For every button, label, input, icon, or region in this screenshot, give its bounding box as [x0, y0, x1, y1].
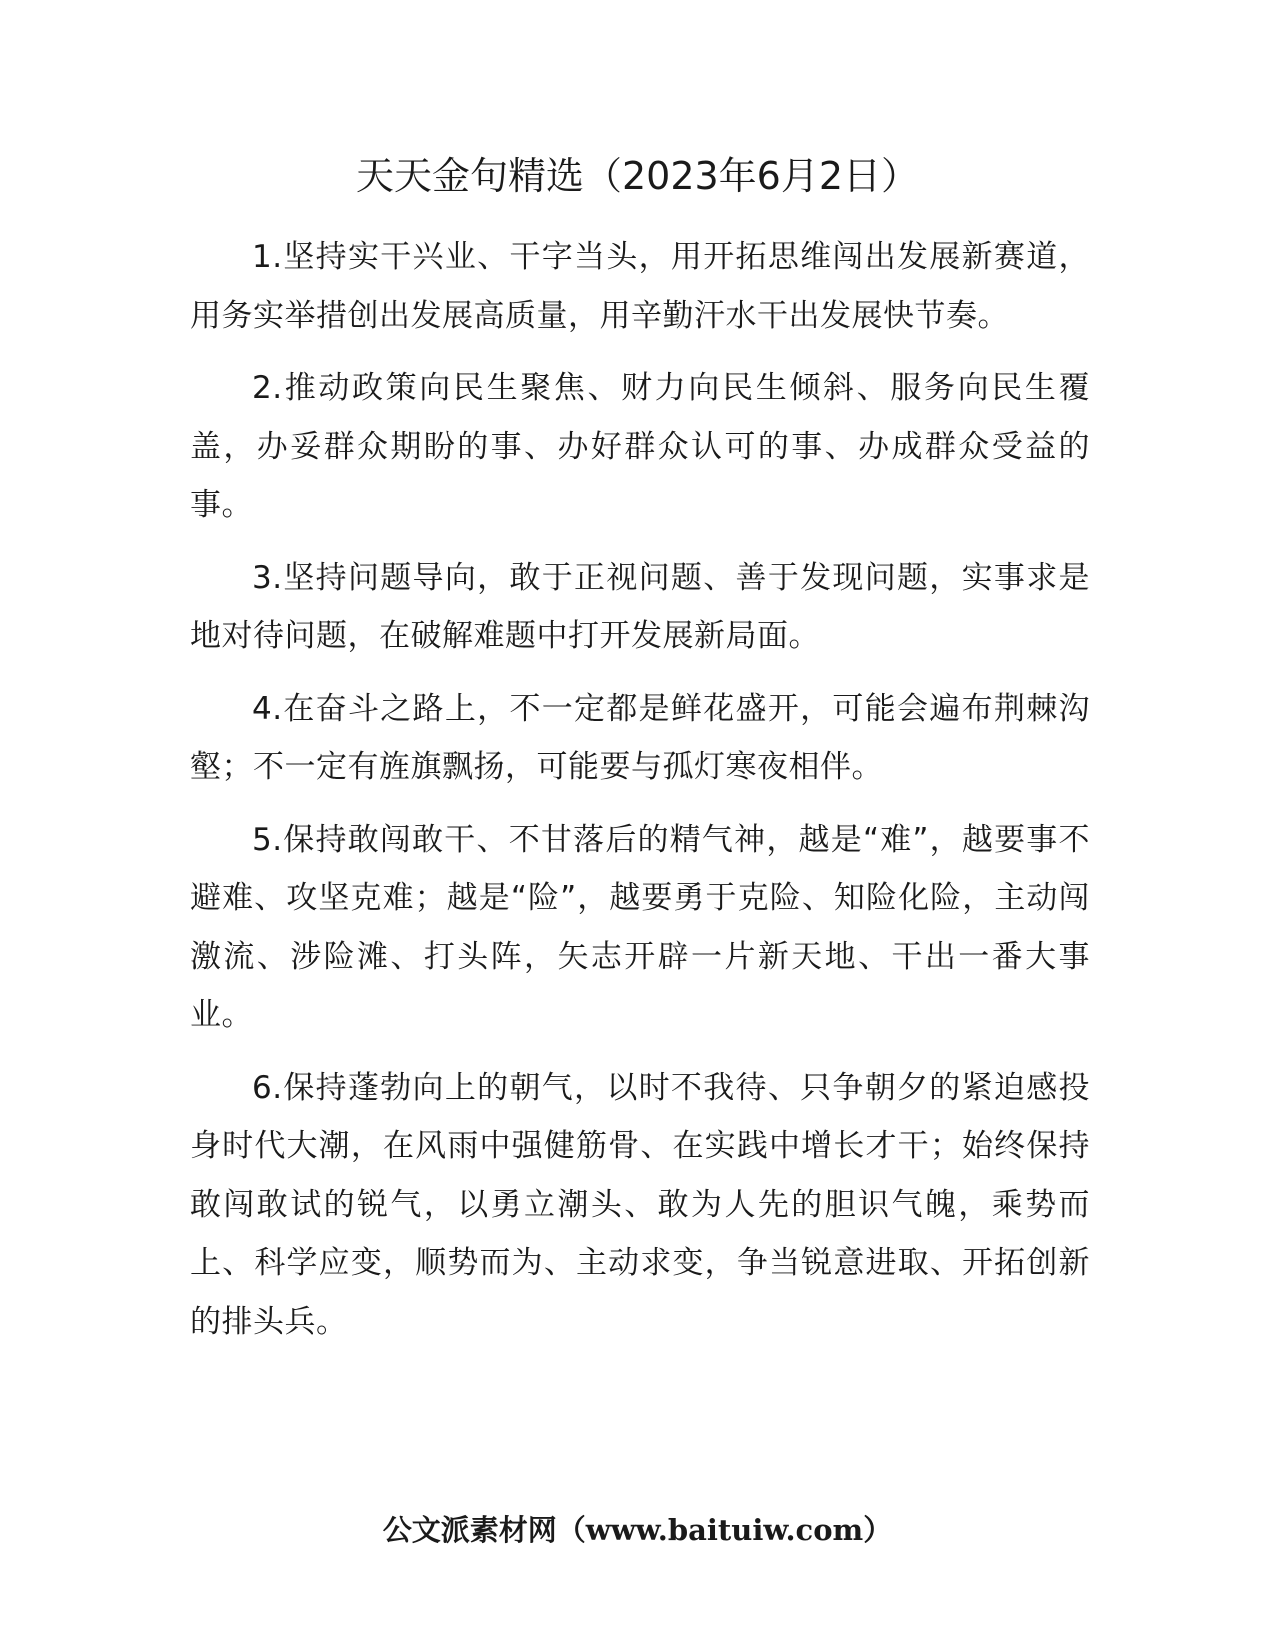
quote-paragraph-6: 6.保持蓬勃向上的朝气，以时不我待、只争朝夕的紧迫感投身时代大潮，在风雨中强健筋骨、在实践中增长才干；始终保持敢闯敢试的锐气，以勇立潮头、敢为人先的胆识气魄，乘势而上、科学应变，顺势而为、主动求变，争当锐意进取、开拓创新的排头兵。 [190, 1069, 1090, 1340]
source-footer: 公文派素材网（www.baituiw.com） [382, 1513, 893, 1547]
quote-paragraph-4: 4.在奋斗之路上，不一定都是鲜花盛开，可能会遍布荆棘沟壑；不一定有旌旗飘扬，可能要与孤灯寒夜相伴。 [190, 690, 1090, 785]
document-title: 天天金句精选（2023年6月2日） [355, 154, 920, 198]
quote-paragraph-5: 5.保持敢闯敢干、不甘落后的精气神，越是“难”，越要事不避难、攻坚克难；越是“险”，越要勇于克险、知险化险，主动闯激流、涉险滩、打头阵，矢志开辟一片新天地、干出一番大事业。 [190, 821, 1090, 1033]
quote-paragraph-2: 2.推动政策向民生聚焦、财力向民生倾斜、服务向民生覆盖，办妥群众期盼的事、办好群众认可的事、办成群众受益的事。 [190, 370, 1090, 523]
quote-paragraph-1: 1.坚持实干兴业、干字当头，用开拓思维闯出发展新赛道，用务实举措创出发展高质量，用辛勤汗水干出发展快节奏。 [190, 239, 1090, 334]
document-body [190, 228, 1090, 1365]
quote-paragraph-3: 3.坚持问题导向，敢于正视问题、善于发现问题，实事求是地对待问题，在破解难题中打开发展新局面。 [190, 559, 1090, 654]
